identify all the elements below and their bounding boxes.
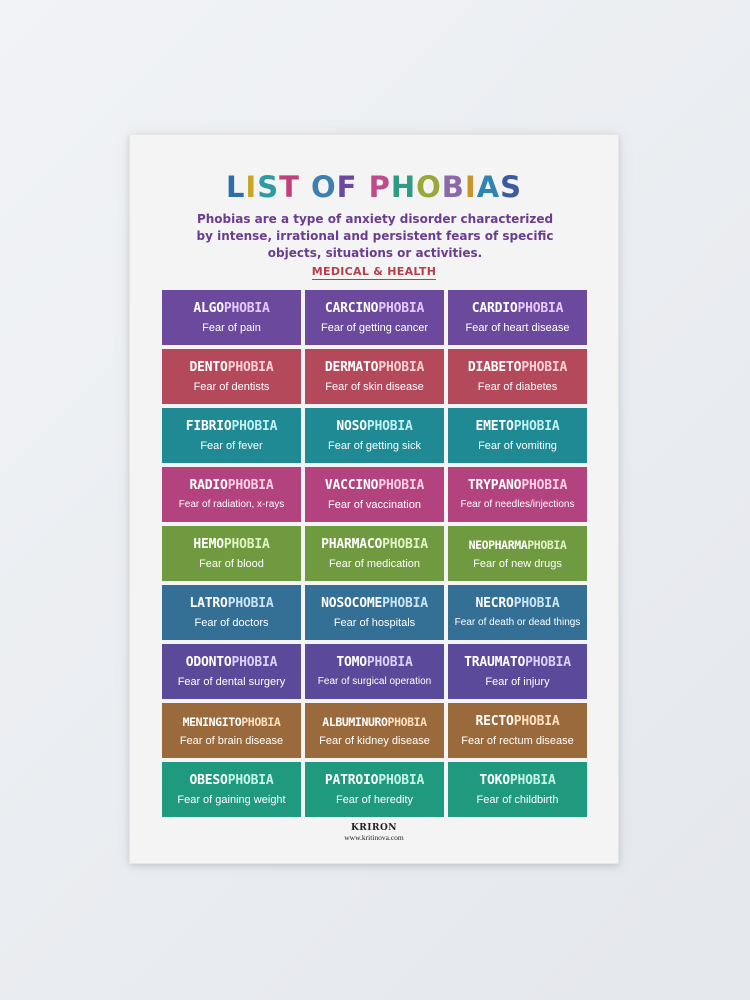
phobia-name <box>325 300 424 318</box>
phobia-description: Fear of radiation, x-rays <box>178 499 285 510</box>
section-heading-label: MEDICAL & HEALTH <box>311 265 437 278</box>
phobia-name <box>190 772 274 790</box>
phobia-grid <box>162 290 587 817</box>
phobia-tile <box>162 349 301 404</box>
title-letter <box>300 169 311 205</box>
phobia-name <box>469 536 567 554</box>
phobia-tile <box>162 408 301 463</box>
phobia-name <box>193 536 269 554</box>
phobia-tile <box>162 762 301 817</box>
phobia-suffix: PHOBIA <box>513 714 560 729</box>
phobia-name <box>336 418 412 436</box>
phobia-description: Fear of childbirth <box>476 794 559 806</box>
phobia-suffix: PHOBIA <box>521 478 568 493</box>
phobia-prefix: TRYPANO <box>467 478 522 493</box>
phobia-tile <box>448 703 587 758</box>
brand-logo: KRIRON <box>350 823 398 833</box>
phobia-tile <box>305 526 444 581</box>
phobia-prefix: CARDIO <box>471 301 518 316</box>
phobia-prefix: PHARMACO <box>321 537 383 552</box>
phobia-description: Fear of getting sick <box>328 440 421 452</box>
phobia-suffix: PHOBIA <box>227 596 274 611</box>
phobia-tile <box>162 467 301 522</box>
phobia-suffix: PHOBIA <box>227 773 274 788</box>
phobia-suffix: PHOBIA <box>378 301 425 316</box>
title-letter: P <box>368 170 391 204</box>
phobia-description: Fear of injury <box>485 676 550 688</box>
phobia-tile <box>448 467 587 522</box>
phobia-name <box>479 772 555 790</box>
phobia-suffix: PHOBIA <box>223 537 270 552</box>
phobia-suffix: PHOBIA <box>378 478 425 493</box>
phobia-name <box>321 536 428 554</box>
phobia-suffix: PHOBIA <box>366 419 413 434</box>
phobia-suffix: PHOBIA <box>382 537 428 552</box>
phobia-description: Fear of brain disease <box>179 735 284 747</box>
phobia-name <box>325 359 424 377</box>
phobia-tile <box>448 585 587 640</box>
phobia-description: Fear of medication <box>328 558 421 570</box>
intro-text: Phobias are a type of anxiety disorder characterized by intense, irrational and persistent fears of specific objects, situations or activities. <box>196 212 554 260</box>
phobia-name <box>183 713 281 731</box>
title-letter: S <box>257 170 280 204</box>
phobia-name <box>186 418 278 436</box>
phobia-prefix: PATROIO <box>324 773 379 788</box>
title-letter: F <box>336 170 358 204</box>
phobia-tile <box>305 762 444 817</box>
phobia-name <box>186 654 278 672</box>
phobia-prefix: TOKO <box>479 773 510 788</box>
phobia-description: Fear of rectum disease <box>461 735 574 747</box>
phobia-tile <box>305 349 444 404</box>
phobia-description: Fear of new drugs <box>473 558 562 570</box>
phobia-suffix: PHOBIA <box>387 715 427 729</box>
phobia-prefix: NOSOCOME <box>321 596 383 611</box>
phobia-suffix: PHOBIA <box>378 773 425 788</box>
phobia-name <box>476 713 560 731</box>
phobia-suffix: PHOBIA <box>382 596 428 611</box>
phobia-description: Fear of vomiting <box>478 440 557 452</box>
phobia-description: Fear of surgical operation <box>317 676 432 687</box>
phobia-description: Fear of dentists <box>193 381 270 393</box>
phobia-name <box>193 300 269 318</box>
phobia-suffix: PHOBIA <box>378 360 425 375</box>
title-letter <box>357 169 368 205</box>
phobia-tile <box>305 703 444 758</box>
phobia-description: Fear of getting cancer <box>320 322 428 334</box>
phobia-name <box>321 595 428 613</box>
phobia-description: Fear of heart disease <box>465 322 570 334</box>
poster-title <box>130 169 618 205</box>
phobia-name <box>464 654 571 672</box>
phobia-description: Fear of diabetes <box>477 381 558 393</box>
phobia-tile <box>305 290 444 345</box>
phobia-prefix: TOMO <box>336 655 367 670</box>
phobia-prefix: OBESO <box>189 773 228 788</box>
phobia-suffix: PHOBIA <box>513 419 560 434</box>
phobia-suffix: PHOBIA <box>366 655 413 670</box>
phobia-tile <box>162 644 301 699</box>
phobia-prefix: DENTO <box>189 360 228 375</box>
phobia-prefix: ALBUMINURO <box>322 715 388 729</box>
phobia-description: Fear of doctors <box>194 617 269 629</box>
phobia-prefix: NOSO <box>336 419 367 434</box>
phobia-name <box>322 713 426 731</box>
phobia-prefix: DIABETO <box>467 360 522 375</box>
footer <box>130 823 618 842</box>
phobia-prefix: DERMATO <box>324 360 379 375</box>
title-letter: B <box>441 170 465 204</box>
phobia-name <box>476 595 560 613</box>
phobia-prefix: RADIO <box>189 478 228 493</box>
phobia-prefix: RECTO <box>475 714 514 729</box>
phobia-prefix: ODONTO <box>185 655 232 670</box>
phobia-prefix: FIBRIO <box>185 419 232 434</box>
phobia-tile <box>305 408 444 463</box>
phobia-suffix: PHOBIA <box>231 655 278 670</box>
phobia-prefix: VACCINO <box>324 478 379 493</box>
phobia-suffix: PHOBIA <box>525 655 571 670</box>
poster <box>129 134 619 864</box>
phobia-description: Fear of death or dead things <box>454 617 581 628</box>
phobia-name <box>190 359 274 377</box>
phobia-tile <box>305 644 444 699</box>
phobia-name <box>190 477 274 495</box>
title-letter: S <box>500 170 523 204</box>
title-letter: A <box>476 170 501 204</box>
phobia-suffix: PHOBIA <box>521 360 568 375</box>
phobia-description: Fear of blood <box>199 558 264 570</box>
phobia-tile <box>305 585 444 640</box>
phobia-tile <box>162 585 301 640</box>
phobia-prefix: TRAUMATO <box>464 655 526 670</box>
title-letter: H <box>390 170 417 204</box>
phobia-prefix: MENINGITO <box>182 715 242 729</box>
title-letter: O <box>311 170 337 204</box>
phobia-tile <box>305 467 444 522</box>
phobia-description: Fear of skin disease <box>325 381 424 393</box>
title-letter: I <box>245 170 258 204</box>
phobia-suffix: PHOBIA <box>241 715 281 729</box>
phobia-suffix: PHOBIA <box>513 596 560 611</box>
phobia-prefix: NEOPHARMA <box>468 538 528 552</box>
phobia-suffix: PHOBIA <box>223 301 270 316</box>
phobia-tile <box>448 349 587 404</box>
phobia-prefix: HEMO <box>193 537 224 552</box>
phobia-tile <box>448 762 587 817</box>
phobia-tile <box>448 290 587 345</box>
phobia-tile <box>448 526 587 581</box>
phobia-suffix: PHOBIA <box>509 773 556 788</box>
phobia-prefix: CARCINO <box>324 301 379 316</box>
phobia-prefix: LATRO <box>189 596 228 611</box>
phobia-suffix: PHOBIA <box>227 478 274 493</box>
phobia-description: Fear of hospitals <box>333 617 416 629</box>
phobia-description: Fear of needles/injections <box>460 499 575 510</box>
phobia-name <box>472 300 564 318</box>
phobia-description: Fear of vaccination <box>328 499 421 511</box>
phobia-name <box>325 772 424 790</box>
phobia-tile <box>162 526 301 581</box>
phobia-suffix: PHOBIA <box>527 538 567 552</box>
phobia-tile <box>162 703 301 758</box>
phobia-prefix: EMETO <box>475 419 514 434</box>
phobia-description: Fear of dental surgery <box>177 676 286 688</box>
phobia-name <box>468 477 567 495</box>
phobia-description: Fear of pain <box>202 322 261 334</box>
phobia-tile <box>448 644 587 699</box>
phobia-description: Fear of heredity <box>335 794 414 806</box>
phobia-description: Fear of kidney disease <box>319 735 430 747</box>
phobia-name <box>325 477 424 495</box>
phobia-name <box>468 359 567 377</box>
title-letter: T <box>279 170 300 204</box>
phobia-name <box>190 595 274 613</box>
phobia-tile <box>448 408 587 463</box>
phobia-prefix: ALGO <box>193 301 224 316</box>
section-heading <box>130 265 618 278</box>
phobia-suffix: PHOBIA <box>227 360 274 375</box>
phobia-tile <box>162 290 301 345</box>
title-letter: O <box>416 170 442 204</box>
phobia-description: Fear of fever <box>200 440 263 452</box>
title-letter: L <box>225 170 246 204</box>
phobia-name <box>336 654 412 672</box>
phobia-suffix: PHOBIA <box>517 301 564 316</box>
phobia-prefix: NECRO <box>475 596 514 611</box>
title-letter: I <box>464 170 477 204</box>
phobia-description: Fear of gaining weight <box>177 794 286 806</box>
phobia-suffix: PHOBIA <box>231 419 278 434</box>
phobia-name <box>476 418 560 436</box>
brand-url: www.kritinova.com <box>344 833 404 842</box>
